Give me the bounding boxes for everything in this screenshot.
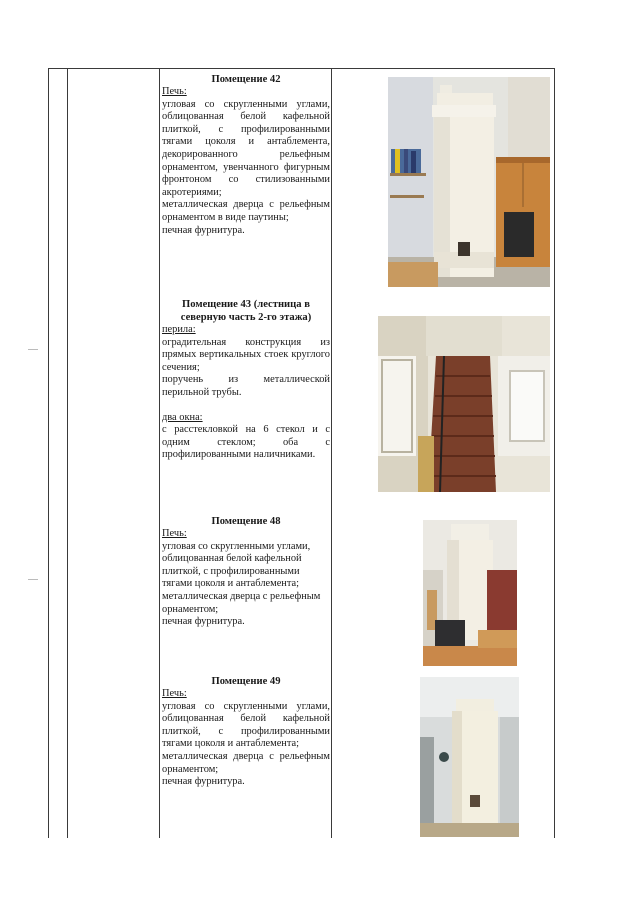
room-43-section — [162, 298, 330, 462]
room-49-title: Помещение 49 — [211, 676, 281, 687]
table-column-divider-1 — [67, 68, 68, 838]
room-49-door: металлическая дверца с рельефным орнаментом; — [162, 750, 330, 775]
room-43-windows-description: с расстекловкой на 6 стекол и с одним стеклом; оба с профилированными наличниками. — [162, 424, 330, 461]
room-43-railing-structure: оградительная конструкция из прямых вертикальных стоек круглого сечения; — [162, 336, 330, 373]
room-49-stove-label: Печь: — [162, 688, 187, 699]
room-42-fittings: печная фурнитура. — [162, 224, 245, 236]
table-right-border — [554, 68, 555, 838]
room-48-door: металлическая дверца с рельефным орнаментом; — [162, 590, 321, 615]
room-43-handrail: поручень из металлической перильной трубы. — [162, 374, 330, 398]
room-49-section — [162, 675, 330, 789]
table-left-border — [48, 68, 49, 838]
room-48-section — [162, 515, 330, 629]
photo-room-43-staircase — [378, 316, 550, 492]
room-42-stove-label: Печь: — [162, 86, 187, 97]
table-top-border — [48, 68, 554, 69]
table-column-divider-3 — [331, 68, 332, 838]
room-43-windows-label: два окна: — [162, 411, 203, 423]
photo-room-48-stove — [423, 520, 517, 666]
room-43-railing-label: перила: — [162, 324, 196, 335]
room-48-stove-label: Печь: — [162, 528, 187, 539]
room-49-description: угловая со скругленными углами, облицованная белой кафельной плиткой, с профилированными тягами цоколя и антаблемента; — [162, 700, 330, 750]
room-42-description: угловая со скругленными углами, облицованная белой кафельной плиткой, с профилированными тягами цоколя и антаблемента, декорированного рельефным орнаментом, увенчанного фигурным фронтоном со стилизованными акротериями; — [162, 98, 330, 198]
room-48-description: угловая со скругленными углами, облицованная белой кафельной плиткой, с профилированными тягами цоколя и антаблемента; — [162, 540, 311, 590]
room-42-door: металлическая дверца с рельефным орнаментом в виде паутины; — [162, 199, 330, 223]
table-column-divider-2 — [159, 68, 160, 838]
photo-room-42-tiled-stove — [388, 77, 550, 287]
room-49-fittings: печная фурнитура. — [162, 776, 245, 788]
room-42-section — [162, 73, 330, 237]
scan-margin-mark — [28, 349, 38, 350]
room-48-title: Помещение 48 — [211, 516, 281, 527]
scan-margin-mark — [28, 579, 38, 580]
room-48-fittings: печная фурнитура. — [162, 616, 245, 628]
room-43-title: Помещение 43 (лестница в северную часть 2-го этажа) — [180, 299, 312, 323]
room-42-title: Помещение 42 — [211, 74, 281, 85]
photo-room-49-stove — [420, 677, 519, 837]
